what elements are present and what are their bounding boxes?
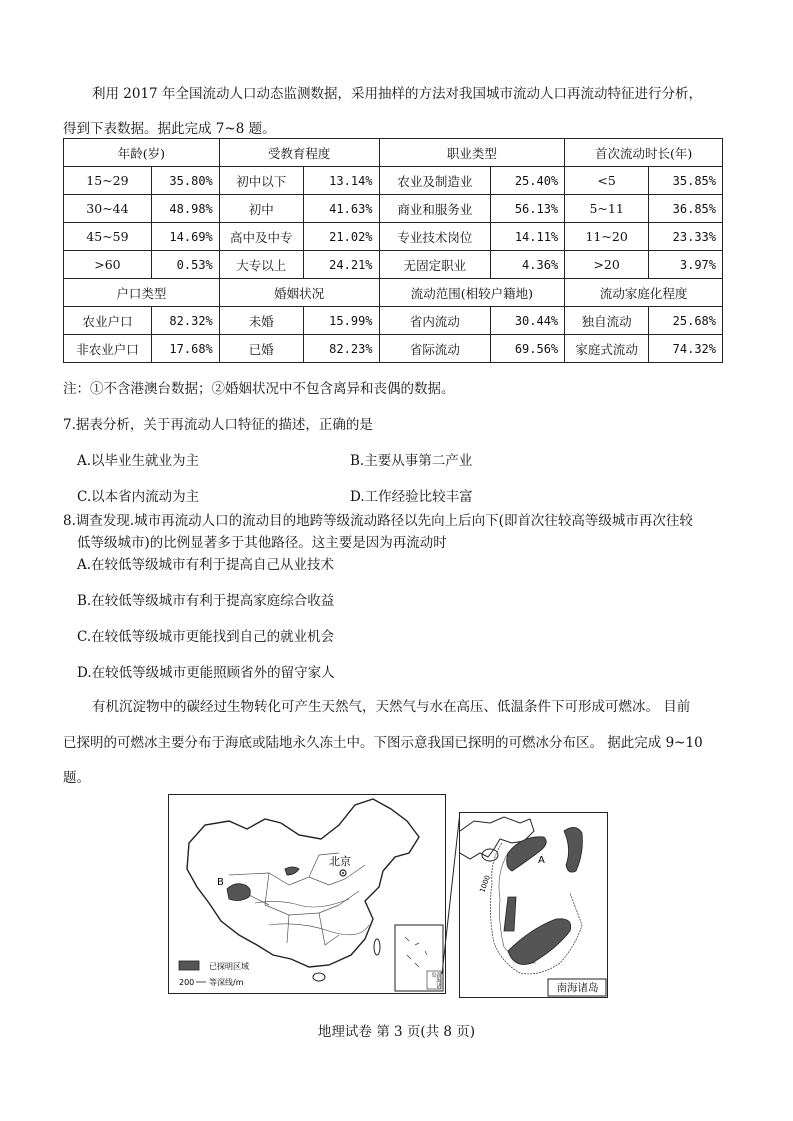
table-cell: 高中及中专	[219, 223, 303, 251]
table-header-row-1	[64, 139, 723, 167]
intro-line-1: 利用 2017 年全国流动人口动态监测数据，采用抽样的方法对我国城市流动人口再流动特征进行分析，	[92, 86, 702, 102]
question-8-option-a: A.在较低等级城市有利于提高自己从业技术	[77, 557, 335, 573]
header-age: 年龄(岁)	[64, 139, 220, 167]
small-inset-label: 南海诸岛	[430, 972, 441, 989]
table-cell: 14.69%	[151, 223, 219, 251]
header-education: 受教育程度	[219, 139, 379, 167]
header-range: 流动范围(相较户籍地)	[379, 279, 565, 307]
explored-area-qilian	[285, 867, 299, 875]
table-cell: 30~44	[64, 195, 152, 223]
table-cell: 36.85%	[649, 195, 723, 223]
header-duration: 首次流动时长(年)	[565, 139, 723, 167]
question-7-option-d: D.工作经验比较丰富	[350, 489, 473, 505]
table-cell: 13.14%	[303, 167, 379, 195]
table-cell: 35.85%	[649, 167, 723, 195]
explored-area-b	[227, 884, 250, 901]
legend-explored-swatch	[179, 961, 199, 970]
header-marriage: 婚姻状况	[219, 279, 379, 307]
table-cell: 初中	[219, 195, 303, 223]
china-outline-svg	[169, 795, 445, 993]
question-8-stem-line-2: 低等级城市)的比例显著多于其他路径。这主要是因为再流动时	[77, 535, 447, 551]
explored-area-northeast	[564, 827, 582, 872]
question-7-stem: 7.据表分析，关于再流动人口特征的描述，正确的是	[63, 417, 373, 433]
table-cell: 45~59	[64, 223, 152, 251]
table-cell: 14.11%	[491, 223, 565, 251]
table-cell: 82.23%	[303, 335, 379, 363]
table-row	[64, 335, 723, 363]
table-cell: >20	[565, 251, 649, 279]
table-note: 注：①不含港澳台数据；②婚姻状况中不包含离异和丧偶的数据。	[63, 381, 455, 397]
table-cell: 25.40%	[491, 167, 565, 195]
table-cell: 商业和服务业	[379, 195, 491, 223]
scs-title: 南海诸岛	[556, 982, 599, 994]
table-cell: 家庭式流动	[565, 335, 649, 363]
legend-explored-label: 已探明区域	[209, 962, 249, 971]
table-cell: 初中以下	[219, 167, 303, 195]
taiwan-island	[374, 939, 380, 955]
table-cell: 大专以上	[219, 251, 303, 279]
table-cell: 41.63%	[303, 195, 379, 223]
header-occupation: 职业类型	[379, 139, 565, 167]
table-cell: 35.80%	[151, 167, 219, 195]
scs-svg	[460, 813, 607, 997]
intro-line-2: 得到下表数据。据此完成 7~8 题。	[63, 121, 276, 137]
question-7-option-b: B.主要从事第二产业	[350, 453, 473, 469]
migration-data-table	[63, 138, 723, 363]
table-cell: 独自流动	[565, 307, 649, 335]
question-8-option-c: C.在较低等级城市更能找到自己的就业机会	[77, 629, 335, 645]
table-cell: <5	[565, 167, 649, 195]
table-cell: 省际流动	[379, 335, 491, 363]
table-cell: 23.33%	[649, 223, 723, 251]
label-beijing: 北京	[329, 855, 351, 868]
table-cell: 4.36%	[491, 251, 565, 279]
table-cell: 74.32%	[649, 335, 723, 363]
table-row	[64, 251, 723, 279]
table-cell: 无固定职业	[379, 251, 491, 279]
explored-area-middle	[504, 897, 516, 931]
table-row	[64, 223, 723, 251]
question-7-option-c: C.以本省内流动为主	[77, 489, 200, 505]
table-cell: 30.44%	[491, 307, 565, 335]
table-cell: 25.68%	[649, 307, 723, 335]
table-cell: 非农业户口	[64, 335, 152, 363]
depth-label-1000: 1000	[478, 874, 492, 894]
table-cell: 69.56%	[491, 335, 565, 363]
beijing-dot	[342, 872, 344, 874]
table-cell: 5~11	[565, 195, 649, 223]
question-7-option-a: A.以毕业生就业为主	[77, 453, 200, 469]
table-cell: 15~29	[64, 167, 152, 195]
table-cell: >60	[64, 251, 152, 279]
table-cell: 11~20	[565, 223, 649, 251]
question-8-stem-line-1: 8.调查发现.城市再流动人口的流动目的地跨等级流动路径以先向上后向下(即首次往较高等级城市再次往较	[63, 513, 693, 529]
table-cell: 21.02%	[303, 223, 379, 251]
table-row	[64, 307, 723, 335]
question-8-option-b: B.在较低等级城市有利于提高家庭综合收益	[77, 593, 335, 609]
explored-area-south	[508, 919, 571, 965]
table-row	[64, 195, 723, 223]
header-family: 流动家庭化程度	[565, 279, 723, 307]
table-cell: 82.32%	[151, 307, 219, 335]
china-hydrate-map	[168, 794, 446, 994]
header-hukou: 户口类型	[64, 279, 220, 307]
table-cell: 农业户口	[64, 307, 152, 335]
passage-2-line-3: 题。	[63, 770, 90, 786]
table-cell: 已婚	[219, 335, 303, 363]
table-cell: 15.99%	[303, 307, 379, 335]
table-header-row-2	[64, 279, 723, 307]
table-cell: 17.68%	[151, 335, 219, 363]
table-cell: 56.13%	[491, 195, 565, 223]
table-cell: 专业技术岗位	[379, 223, 491, 251]
south-china-sea-inset	[459, 812, 608, 998]
hainan-island	[313, 973, 325, 981]
table-cell: 24.21%	[303, 251, 379, 279]
table-cell: 省内流动	[379, 307, 491, 335]
table-cell: 0.53%	[151, 251, 219, 279]
legend-isobath-label: 等深线/m	[209, 978, 244, 987]
legend-isobath-value: 200	[179, 978, 195, 987]
label-b: B	[217, 877, 224, 888]
table-row	[64, 167, 723, 195]
table-cell: 3.97%	[649, 251, 723, 279]
page-footer: 地理试卷 第 3 页(共 8 页)	[317, 1024, 476, 1040]
question-8-option-d: D.在较低等级城市更能照顾省外的留守家人	[77, 665, 335, 681]
river-lines	[255, 899, 369, 935]
table-cell: 未婚	[219, 307, 303, 335]
passage-2-line-2: 已探明的可燃冰主要分布于海底或陆地永久冻土中。下图示意我国已探明的可燃冰分布区。 据此完成 9~10	[63, 735, 703, 751]
label-a: A	[538, 855, 545, 866]
passage-2-line-1: 有机沉淀物中的碳经过生物转化可产生天然气，天然气与水在高压、低温条件下可形成可燃冰。 目前	[92, 699, 691, 715]
table-cell: 农业及制造业	[379, 167, 491, 195]
table-cell: 48.98%	[151, 195, 219, 223]
